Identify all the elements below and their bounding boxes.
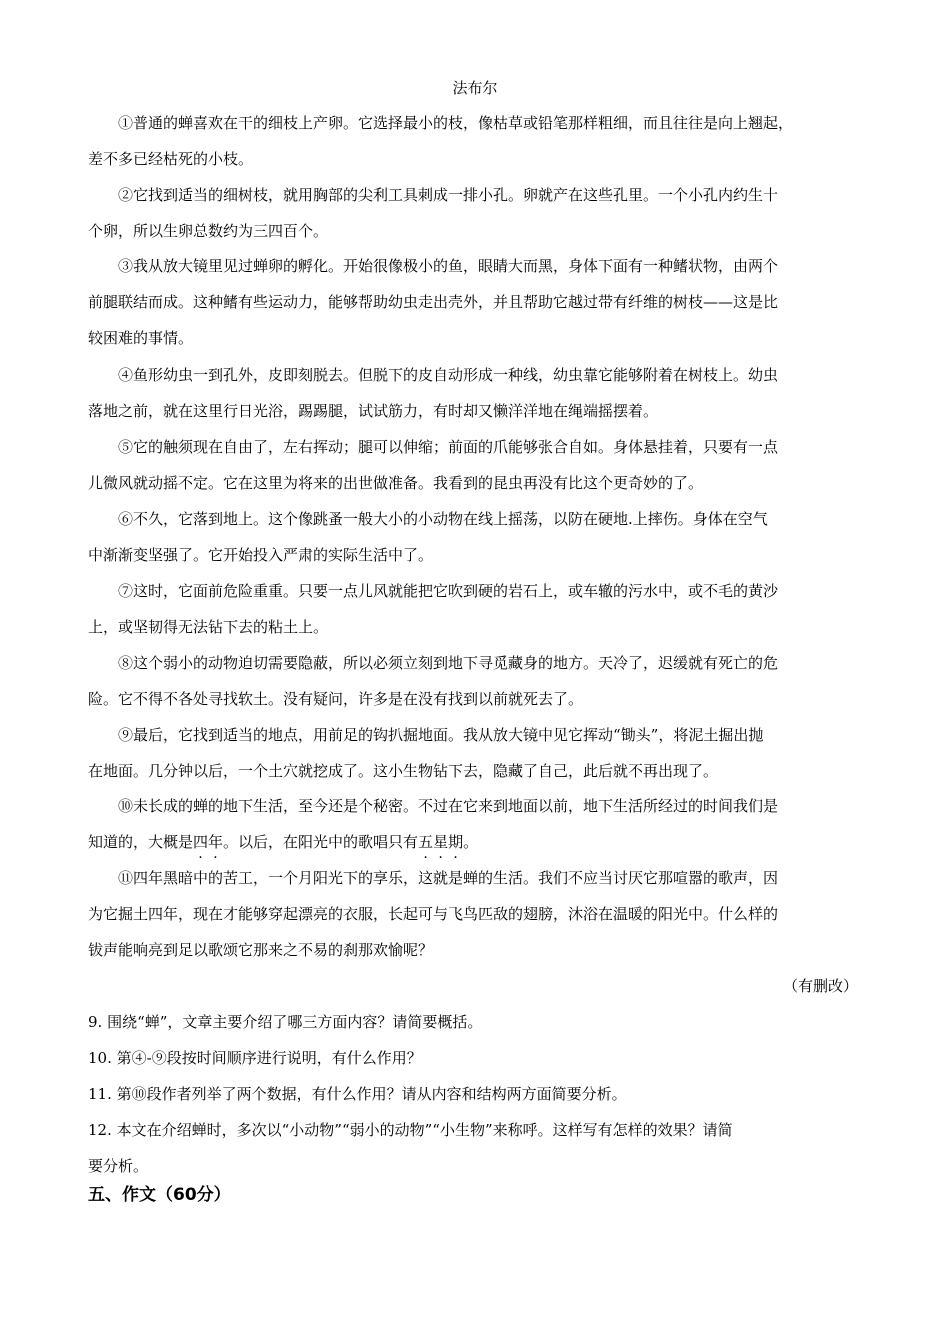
paragraph-4 [88,357,860,429]
paragraph-line: 为它掘土四年，现在才能够穿起漂亮的衣服，长起可与飞鸟匹敌的翅膀，沐浴在温暖的阳光中。什么样的 [88,905,779,923]
question-10 [88,1040,860,1076]
paragraph-6 [88,501,860,573]
paragraph-1 [88,105,860,177]
paragraph-9 [88,717,860,789]
paragraph-line: ⑪四年黑暗中的苦工，一个月阳光下的享乐，这就是蝉的生活。我们不应当讨厌它那喧嚣的歌声，因 [118,869,779,887]
paragraph-line: ②它找到适当的细树枝，就用胸部的尖利工具刺成一排小孔。卵就产在这些孔里。一个小孔内约生十 [118,186,779,204]
paragraph-line: ⑤它的触须现在自由了，左右挥动；腿可以伸缩；前面的爪能够张合自如。身体悬挂着，只要有一点 [118,438,779,456]
question-12 [88,1112,860,1184]
paragraph-line: ⑩未长成的蝉的地下生活，至今还是个秘密。不过在它来到地面以前，地下生活所经过的时间我们是 [118,797,779,815]
paragraph-line: 上，或坚韧得无法钻下去的粘土上。 [88,618,329,636]
paragraph-line: 个卵，所以生卵总数约为三四百个。 [88,222,329,240]
question-text: 12. 本文在介绍蝉时，多次以“小动物”“弱小的动物”“小生物”来称呼。这样写有怎样的效果？请简 [88,1121,733,1139]
paragraph-3 [88,248,860,356]
emphasis-char: 星 [433,833,449,851]
section-title: 五、作文（60分） [88,1185,231,1205]
paragraph-line: 中渐渐变坚强了。它开始投入严肃的实际生活中了。 [88,546,434,564]
paragraph-line: 儿微风就动摇不定。它在这里为将来的出世做准备。我看到的昆虫再没有比这个更奇妙的了。 [88,474,704,492]
text-run: 知道的，大概是 [88,833,194,851]
question-text: 11. 第⑩段作者列举了两个数据，有什么作用？请从内容和结构两方面简要分析。 [88,1085,627,1103]
paragraph-line: ⑨最后，它找到适当的地点，用前足的钩扒掘地面。我从放大镜中见它挥动“锄头”，将泥土掘出抛 [118,726,764,744]
paragraph-line: 险。它不得不各处寻找软土。没有疑问，许多是在没有找到以前就死去了。 [88,690,584,708]
paragraph-11 [88,860,860,968]
emphasized-years [193,833,223,851]
paragraph-line: 在地面。几分钟以后，一个土穴就挖成了。这小生物钻下去，隐藏了自己，此后就不再出现了。 [88,762,719,780]
paragraph-line: ①普通的蝉喜欢在干的细枝上产卵。它选择最小的枝，像枯草或铅笔那样粗细，而且往往是向上翘起， [118,114,794,132]
question-text: 9. 围绕“蝉”，文章主要介绍了哪三方面内容？请简要概括。 [88,1013,483,1031]
paragraph-8 [88,645,860,717]
paragraph-10 [88,788,860,860]
emphasis-char: 年 [208,833,224,851]
paragraph-line: ⑦这时，它面前危险重重。只要一点儿风就能把它吹到硬的岩石上，或车辙的污水中，或不毛的黄沙 [118,582,779,600]
paragraph-line: ⑧这个弱小的动物迫切需要隐蔽，所以必须立刻到地下寻觅藏身的地方。天冷了，迟缓就有死亡的危 [118,654,779,672]
paragraph-5 [88,429,860,501]
question-text: 10. 第④-⑨段按时间顺序进行说明，有什么作用？ [88,1049,422,1067]
paragraph-line: 差不多已经枯死的小枝。 [88,150,254,168]
paragraph-line: ⑥不久，它落到地上。这个像跳蚤一般大小的小动物在线上摇荡，以防在硬地.上摔伤。身体在空气 [118,510,768,528]
paragraph-line [88,824,860,860]
paragraph-7 [88,573,860,645]
emphasis-char: 期 [448,833,464,851]
emphasis-char: 五 [418,833,434,851]
paragraph-line: ③我从放大镜里见过蝉卵的孵化。开始很像极小的鱼，眼睛大而黑，身体下面有一种鳍状物，由两个 [118,257,779,275]
question-text: 要分析。 [88,1157,149,1175]
author-name: 法布尔 [452,79,498,97]
paragraph-line: 较困难的事情。 [88,329,194,347]
text-run: 。以后，在阳光中的歌唱只有 [223,833,419,851]
question-9 [88,1004,860,1040]
text-run: 。 [463,833,479,851]
question-11 [88,1076,860,1112]
emphasized-weeks [418,833,463,851]
paragraph-line: 前腿联结而成。这种鳍有些运动力，能够帮助幼虫走出壳外，并且帮助它越过带有纤维的树枝——这是比 [88,293,779,311]
abridged-note: （有删改） [782,977,858,995]
paragraph-line: 落地之前，就在这里行日光浴，踢踢腿，试试筋力，有时却又懒洋洋地在绳端摇摆着。 [88,402,659,420]
paragraph-line: ④鱼形幼虫一到孔外，皮即刻脱去。但脱下的皮自动形成一种线，幼虫靠它能够附着在树枝上。幼虫 [118,366,779,384]
emphasis-char: 四 [193,833,209,851]
paragraph-2 [88,177,860,249]
paragraph-line: 钹声能响亮到足以歌颂它那来之不易的刹那欢愉呢？ [88,941,434,959]
